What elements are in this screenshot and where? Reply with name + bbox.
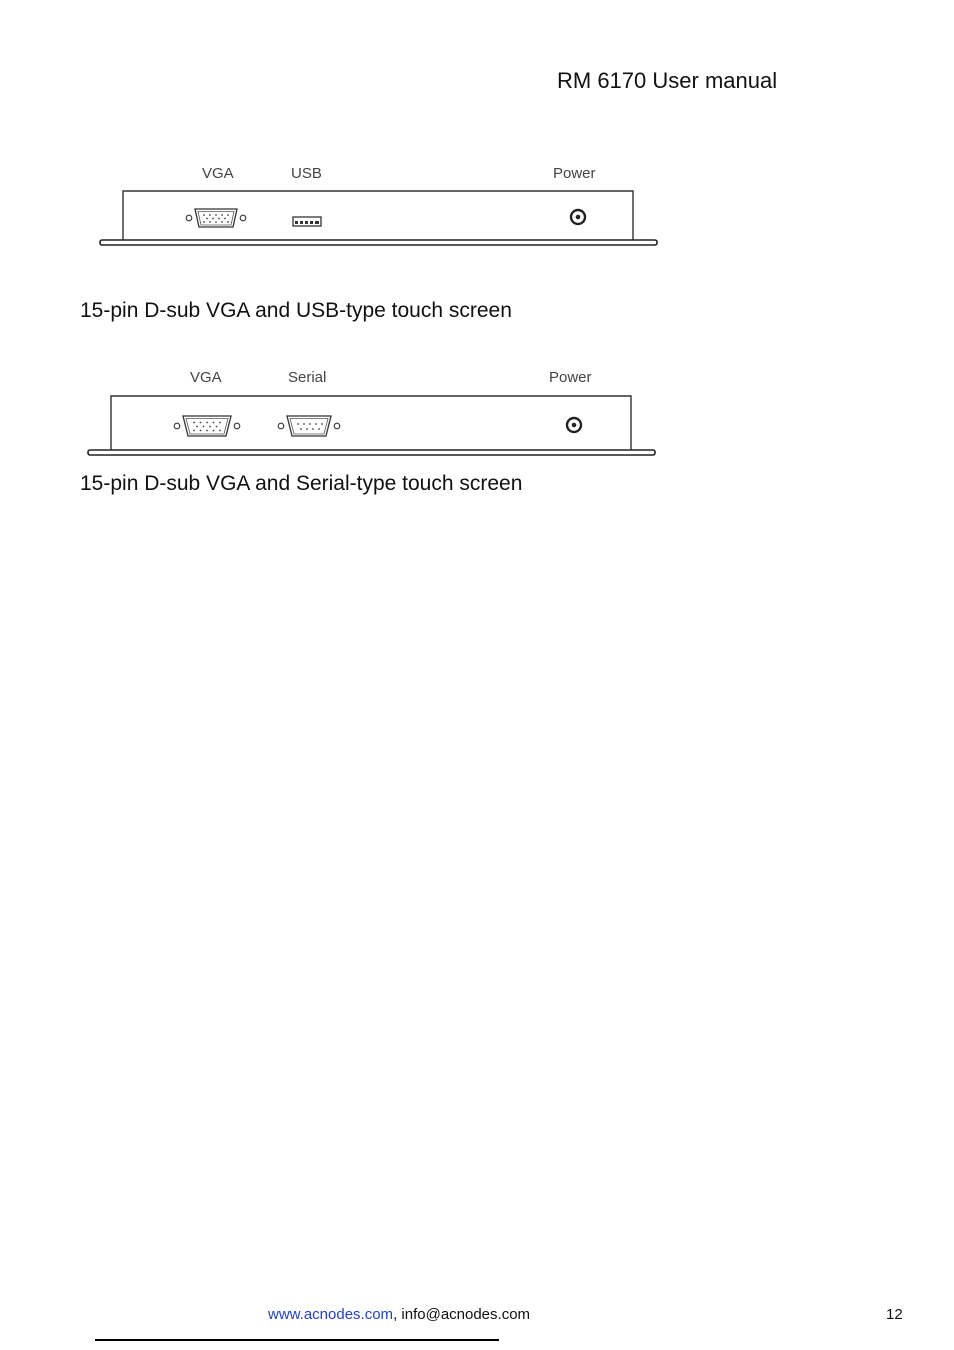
usb-port-label: USB <box>291 165 322 182</box>
usb-connector-icon <box>293 217 321 226</box>
vga-port-label: VGA <box>190 369 222 386</box>
vga-connector-icon <box>174 416 240 436</box>
power-jack-icon <box>567 418 581 432</box>
vga-connector-icon <box>186 209 246 227</box>
power-port-label: Power <box>553 165 596 182</box>
serial-port-label: Serial <box>288 369 327 386</box>
vga-port-label: VGA <box>202 165 234 182</box>
footer-contact <box>268 1306 530 1324</box>
website-link[interactable]: www.acnodes.com <box>268 1306 394 1323</box>
page-number: 12 <box>886 1306 903 1323</box>
power-port-label: Power <box>549 369 592 386</box>
serial-connector-icon <box>278 416 340 436</box>
vga-serial-panel-diagram <box>86 364 658 460</box>
figure-caption-usb: 15-pin D-sub VGA and USB-type touch screen <box>80 299 512 322</box>
footer-separator: , <box>393 1306 402 1323</box>
footer-divider <box>95 1339 499 1341</box>
vga-usb-panel-diagram <box>98 160 660 252</box>
email-address: info@acnodes.com <box>401 1306 531 1323</box>
page-header-title: RM 6170 User manual <box>557 68 778 93</box>
power-jack-icon <box>571 210 585 224</box>
figure-caption-serial: 15-pin D-sub VGA and Serial-type touch screen <box>80 472 523 495</box>
